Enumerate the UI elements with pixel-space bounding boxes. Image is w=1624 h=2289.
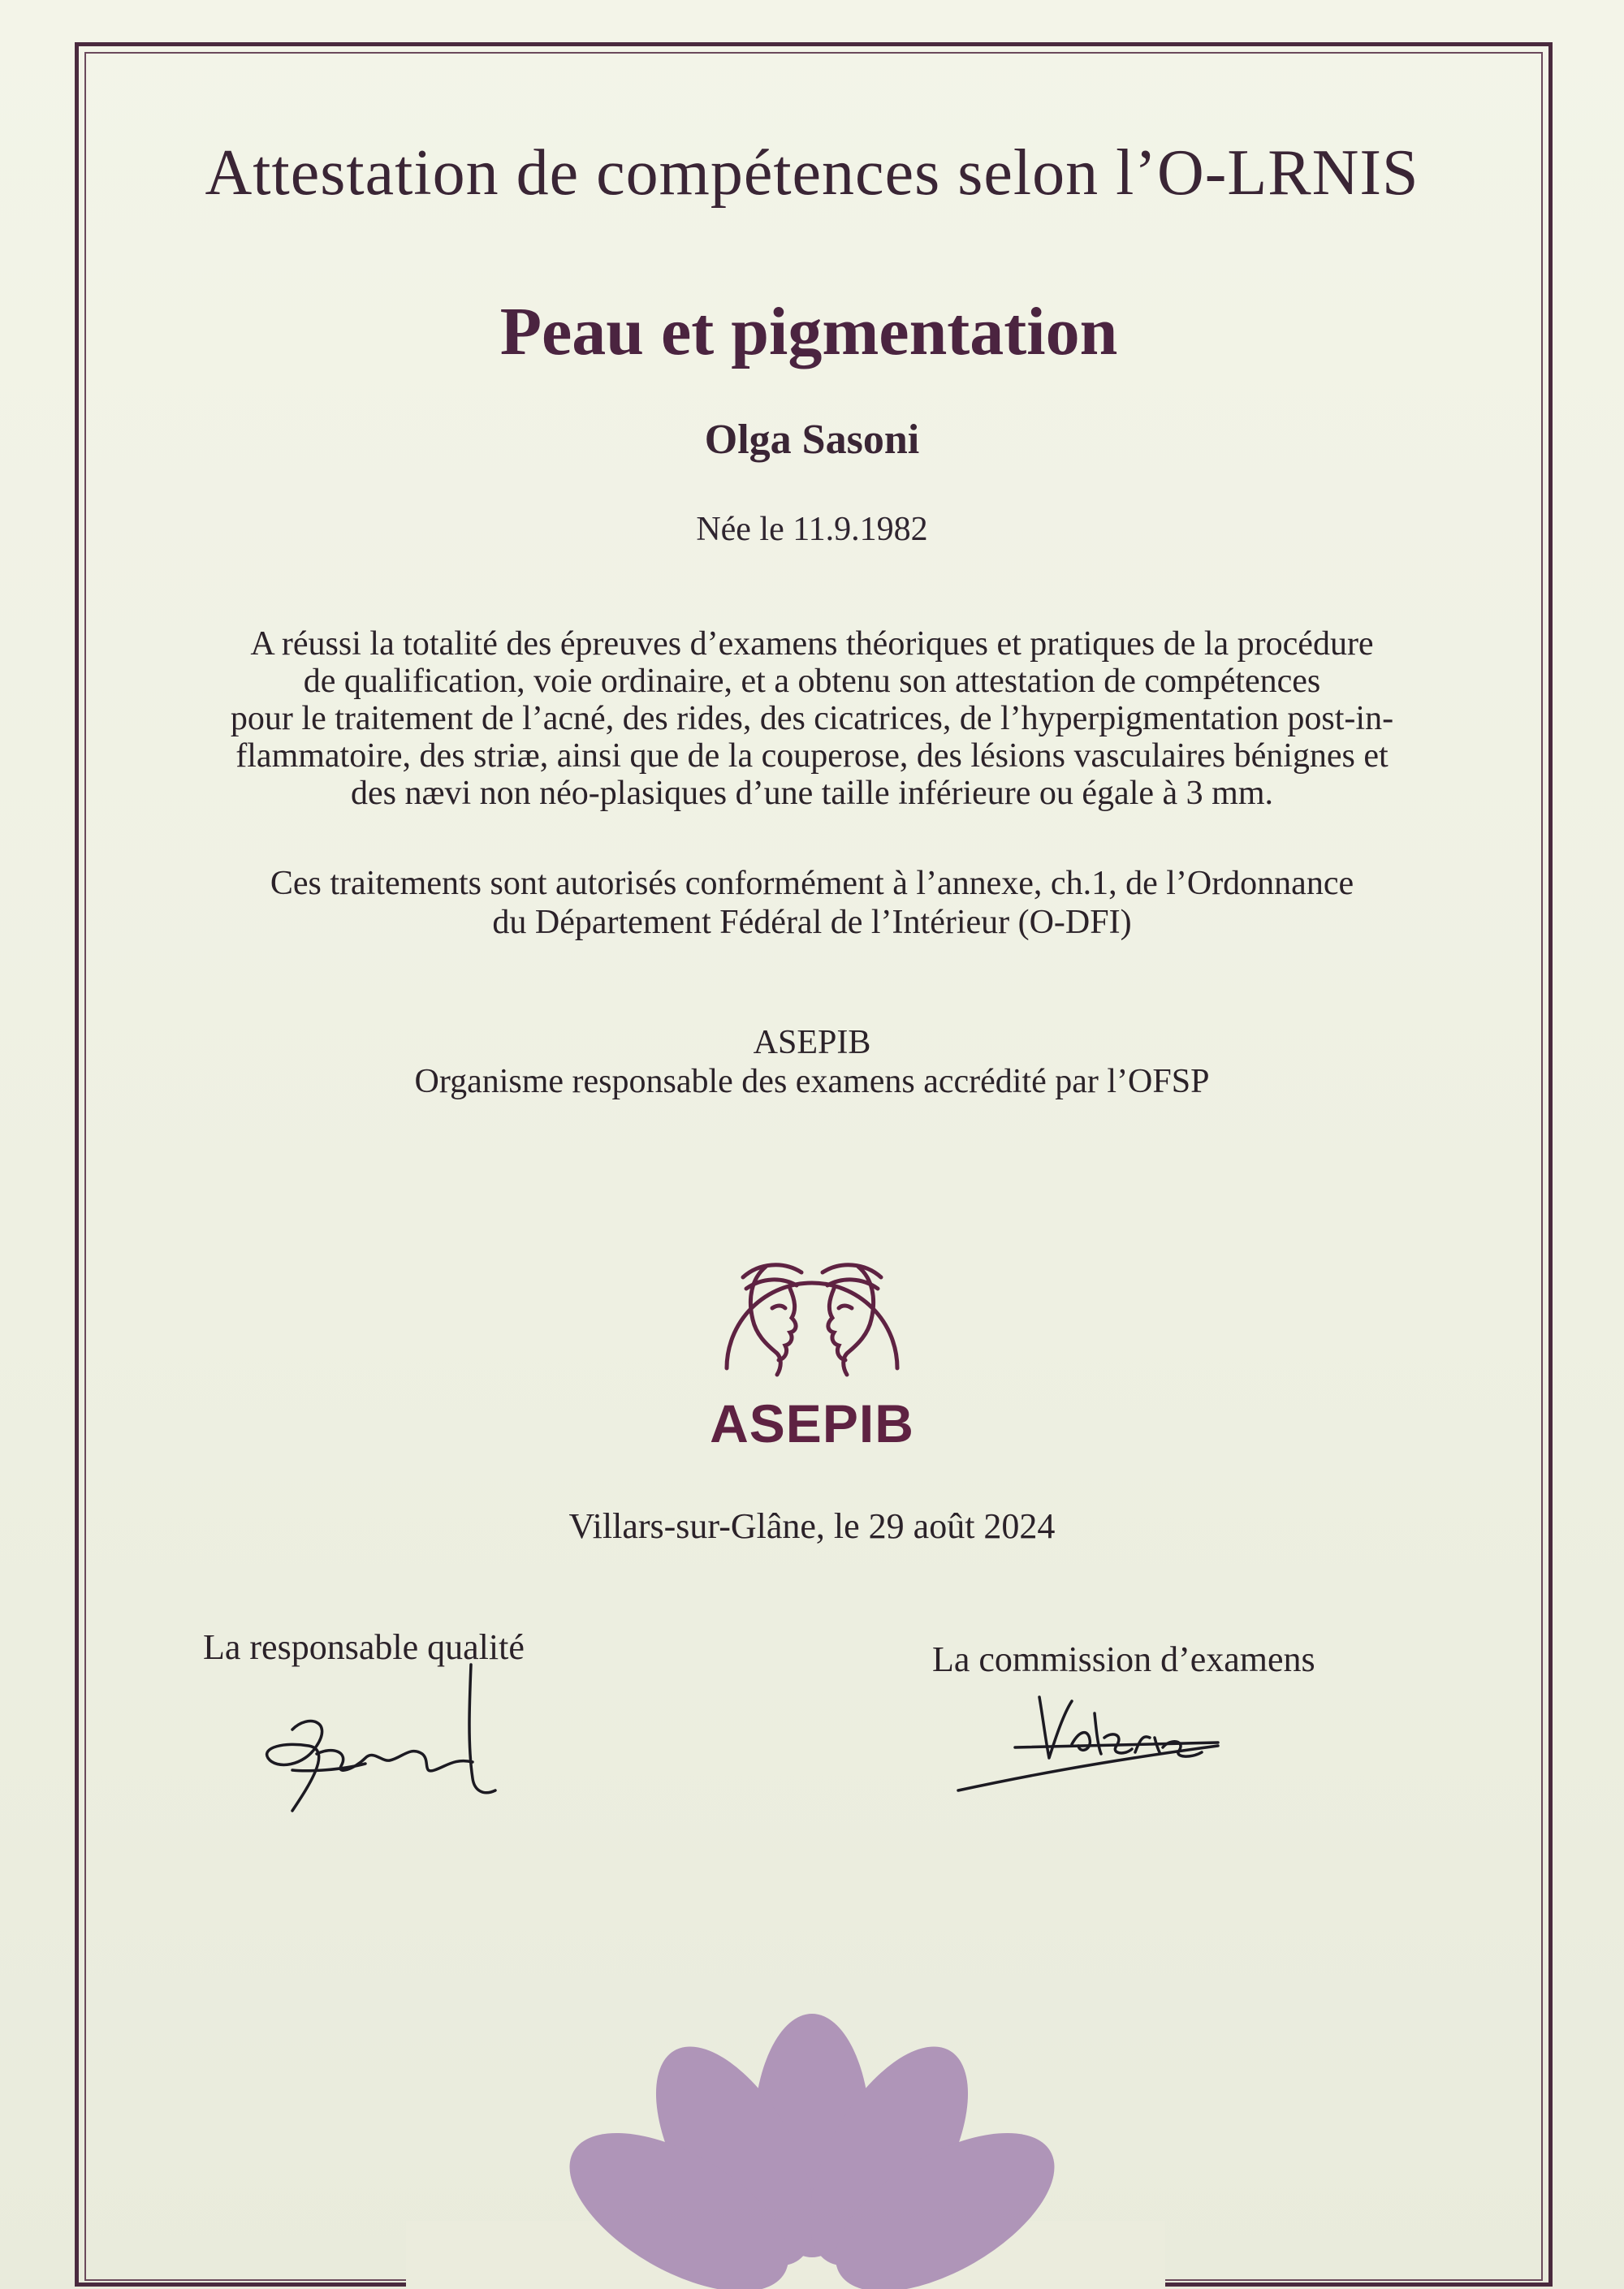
achievement-line: pour le traitement de l’acné, des rides, des cicatrices, de l’hyperpigmentation post-in- [230,700,1394,737]
inner-frame [84,52,1543,2281]
birth-date: Née le 11.9.1982 [696,511,928,548]
legal-line: du Département Fédéral de l’Intérieur (O-DFI) [492,904,1132,941]
logo-wordmark: ASEPIB [710,1393,914,1453]
achievement-line: de qualification, voie ordinaire, et a obtenu son attestation de compétences [303,663,1321,700]
asepib-logo [694,1230,930,1458]
achievement-line: flammatoire, des striæ, ainsi que de la couperose, des lésions vasculaires bénignes et [235,737,1389,775]
achievement-line: des nævi non néo-plasiques d’une taille inférieure ou égale à 3 mm. [351,775,1273,812]
signature-quality [260,1656,503,1835]
place-and-date: Villars-sur-Glâne, le 29 août 2024 [568,1506,1056,1546]
certificate-subtitle: Peau et pigmentation [499,294,1118,369]
legal-paragraph [130,864,1494,942]
recipient-name: Olga Sasoni [704,417,920,463]
signatory-commission-label: La commission d’examens [932,1639,1315,1679]
achievement-line: A réussi la totalité des épreuves d’examens théoriques et pratiques de la procédure [250,625,1374,663]
organization-block [162,1023,1462,1101]
two-faces-profile-logo-icon [694,1230,930,1401]
organization-description: Organisme responsable des examens accrédité par l’OFSP [414,1063,1210,1100]
signature-commission [950,1681,1242,1811]
legal-line: Ces traitements sont autorisés conformément à l’annexe, ch.1, de l’Ordonnance [270,865,1354,902]
certificate-heading: Attestation de compétences selon l’O-LRNIS [205,137,1419,209]
lilac-flower-petals-icon [487,2014,1137,2289]
achievement-paragraph [130,625,1494,812]
organization-name: ASEPIB [753,1024,871,1061]
signatory-quality-label: La responsable qualité [203,1627,525,1667]
